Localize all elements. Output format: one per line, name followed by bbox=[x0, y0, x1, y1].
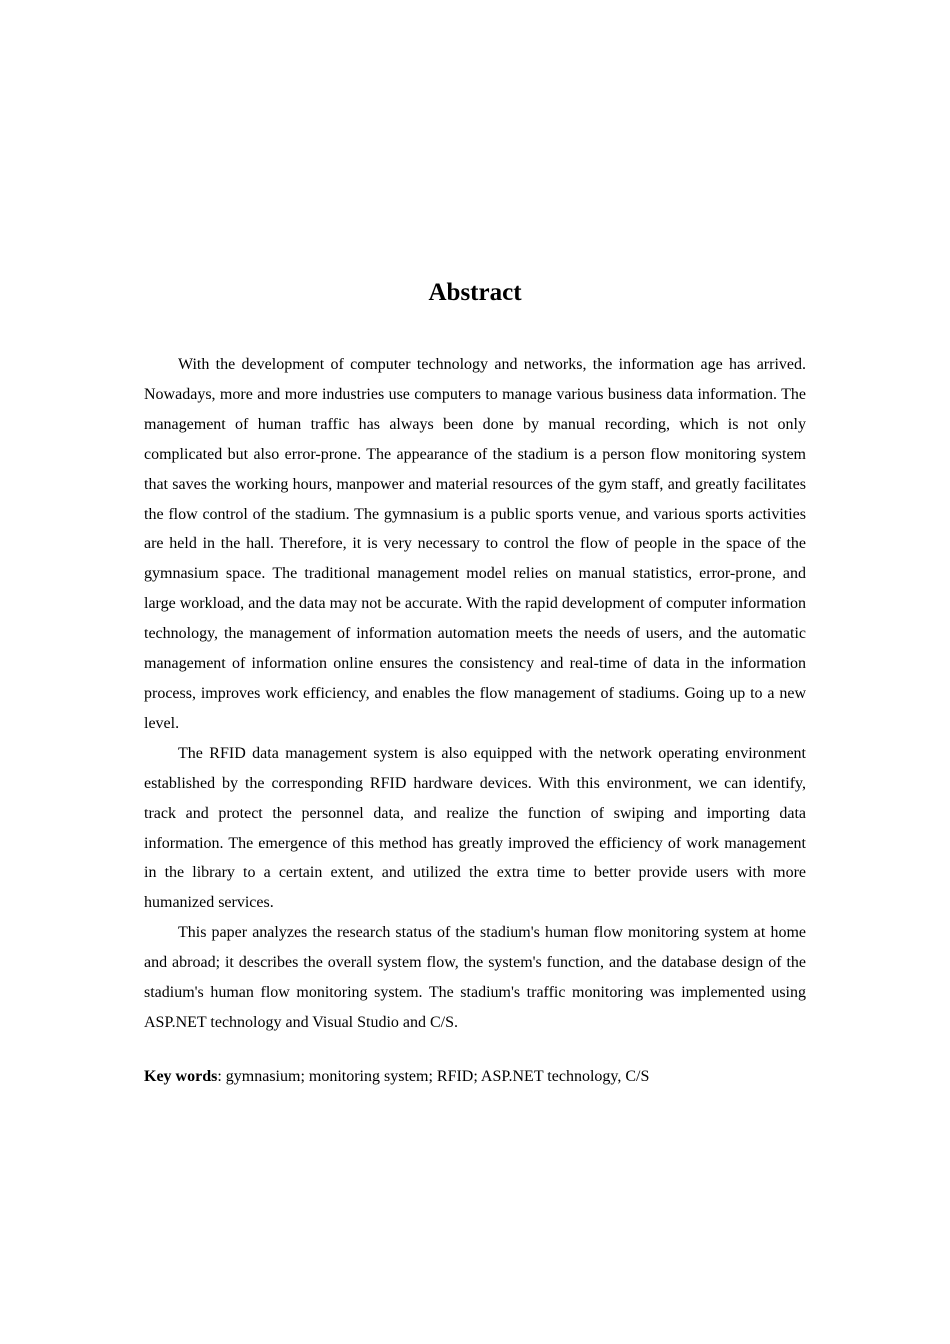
abstract-title: Abstract bbox=[428, 279, 522, 306]
keywords-separator: : bbox=[217, 1068, 226, 1085]
abstract-body bbox=[144, 350, 806, 1038]
abstract-paragraph-3: This paper analyzes the research status of the stadium's human flow monitoring system at home and abroad; it describes the overall system flow, the system's function, and the database design of the stadium's human flow monitoring system. The stadium's traffic monitoring was implemented using ASP.NET technology and Visual Studio and C/S. bbox=[144, 924, 806, 1031]
abstract-paragraph-2: The RFID data management system is also equipped with the network operating environment established by the corresponding RFID hardware devices. With this environment, we can identify, track and protect the personnel data, and realize the function of swiping and importing data information. The emergence of this method has greatly improved the efficiency of work management in the library to a certain extent, and utilized the extra time to better provide users with more humanized services. bbox=[144, 744, 806, 912]
abstract-paragraph-1: With the development of computer technology and networks, the information age has arrived. Nowadays, more and more industries use computers to manage various business data information. The management of human traffic has always been done by manual recording, which is not only complicated but also error-prone. The appearance of the stadium is a person flow monitoring system that saves the working hours, manpower and material resources of the gym staff, and greatly facilitates the flow control of the stadium. The gymnasium is a public sports venue, and various sports activities are held in the hall. Therefore, it is very necessary to control the flow of people in the space of the gymnasium space. The traditional management model relies on manual statistics, error-prone, and large workload, and the data may not be accurate. With the rapid development of computer information technology, the management of information automation meets the needs of users, and the automatic management of information online ensures the consistency and real-time of data in the information process, improves work efficiency, and enables the flow management of stadiums. Going up to a new level. bbox=[144, 356, 806, 732]
keywords-line bbox=[144, 1062, 806, 1092]
keywords-label: Key words bbox=[144, 1068, 218, 1085]
keywords-value: gymnasium; monitoring system; RFID; ASP.NET technology, C/S bbox=[225, 1068, 650, 1085]
